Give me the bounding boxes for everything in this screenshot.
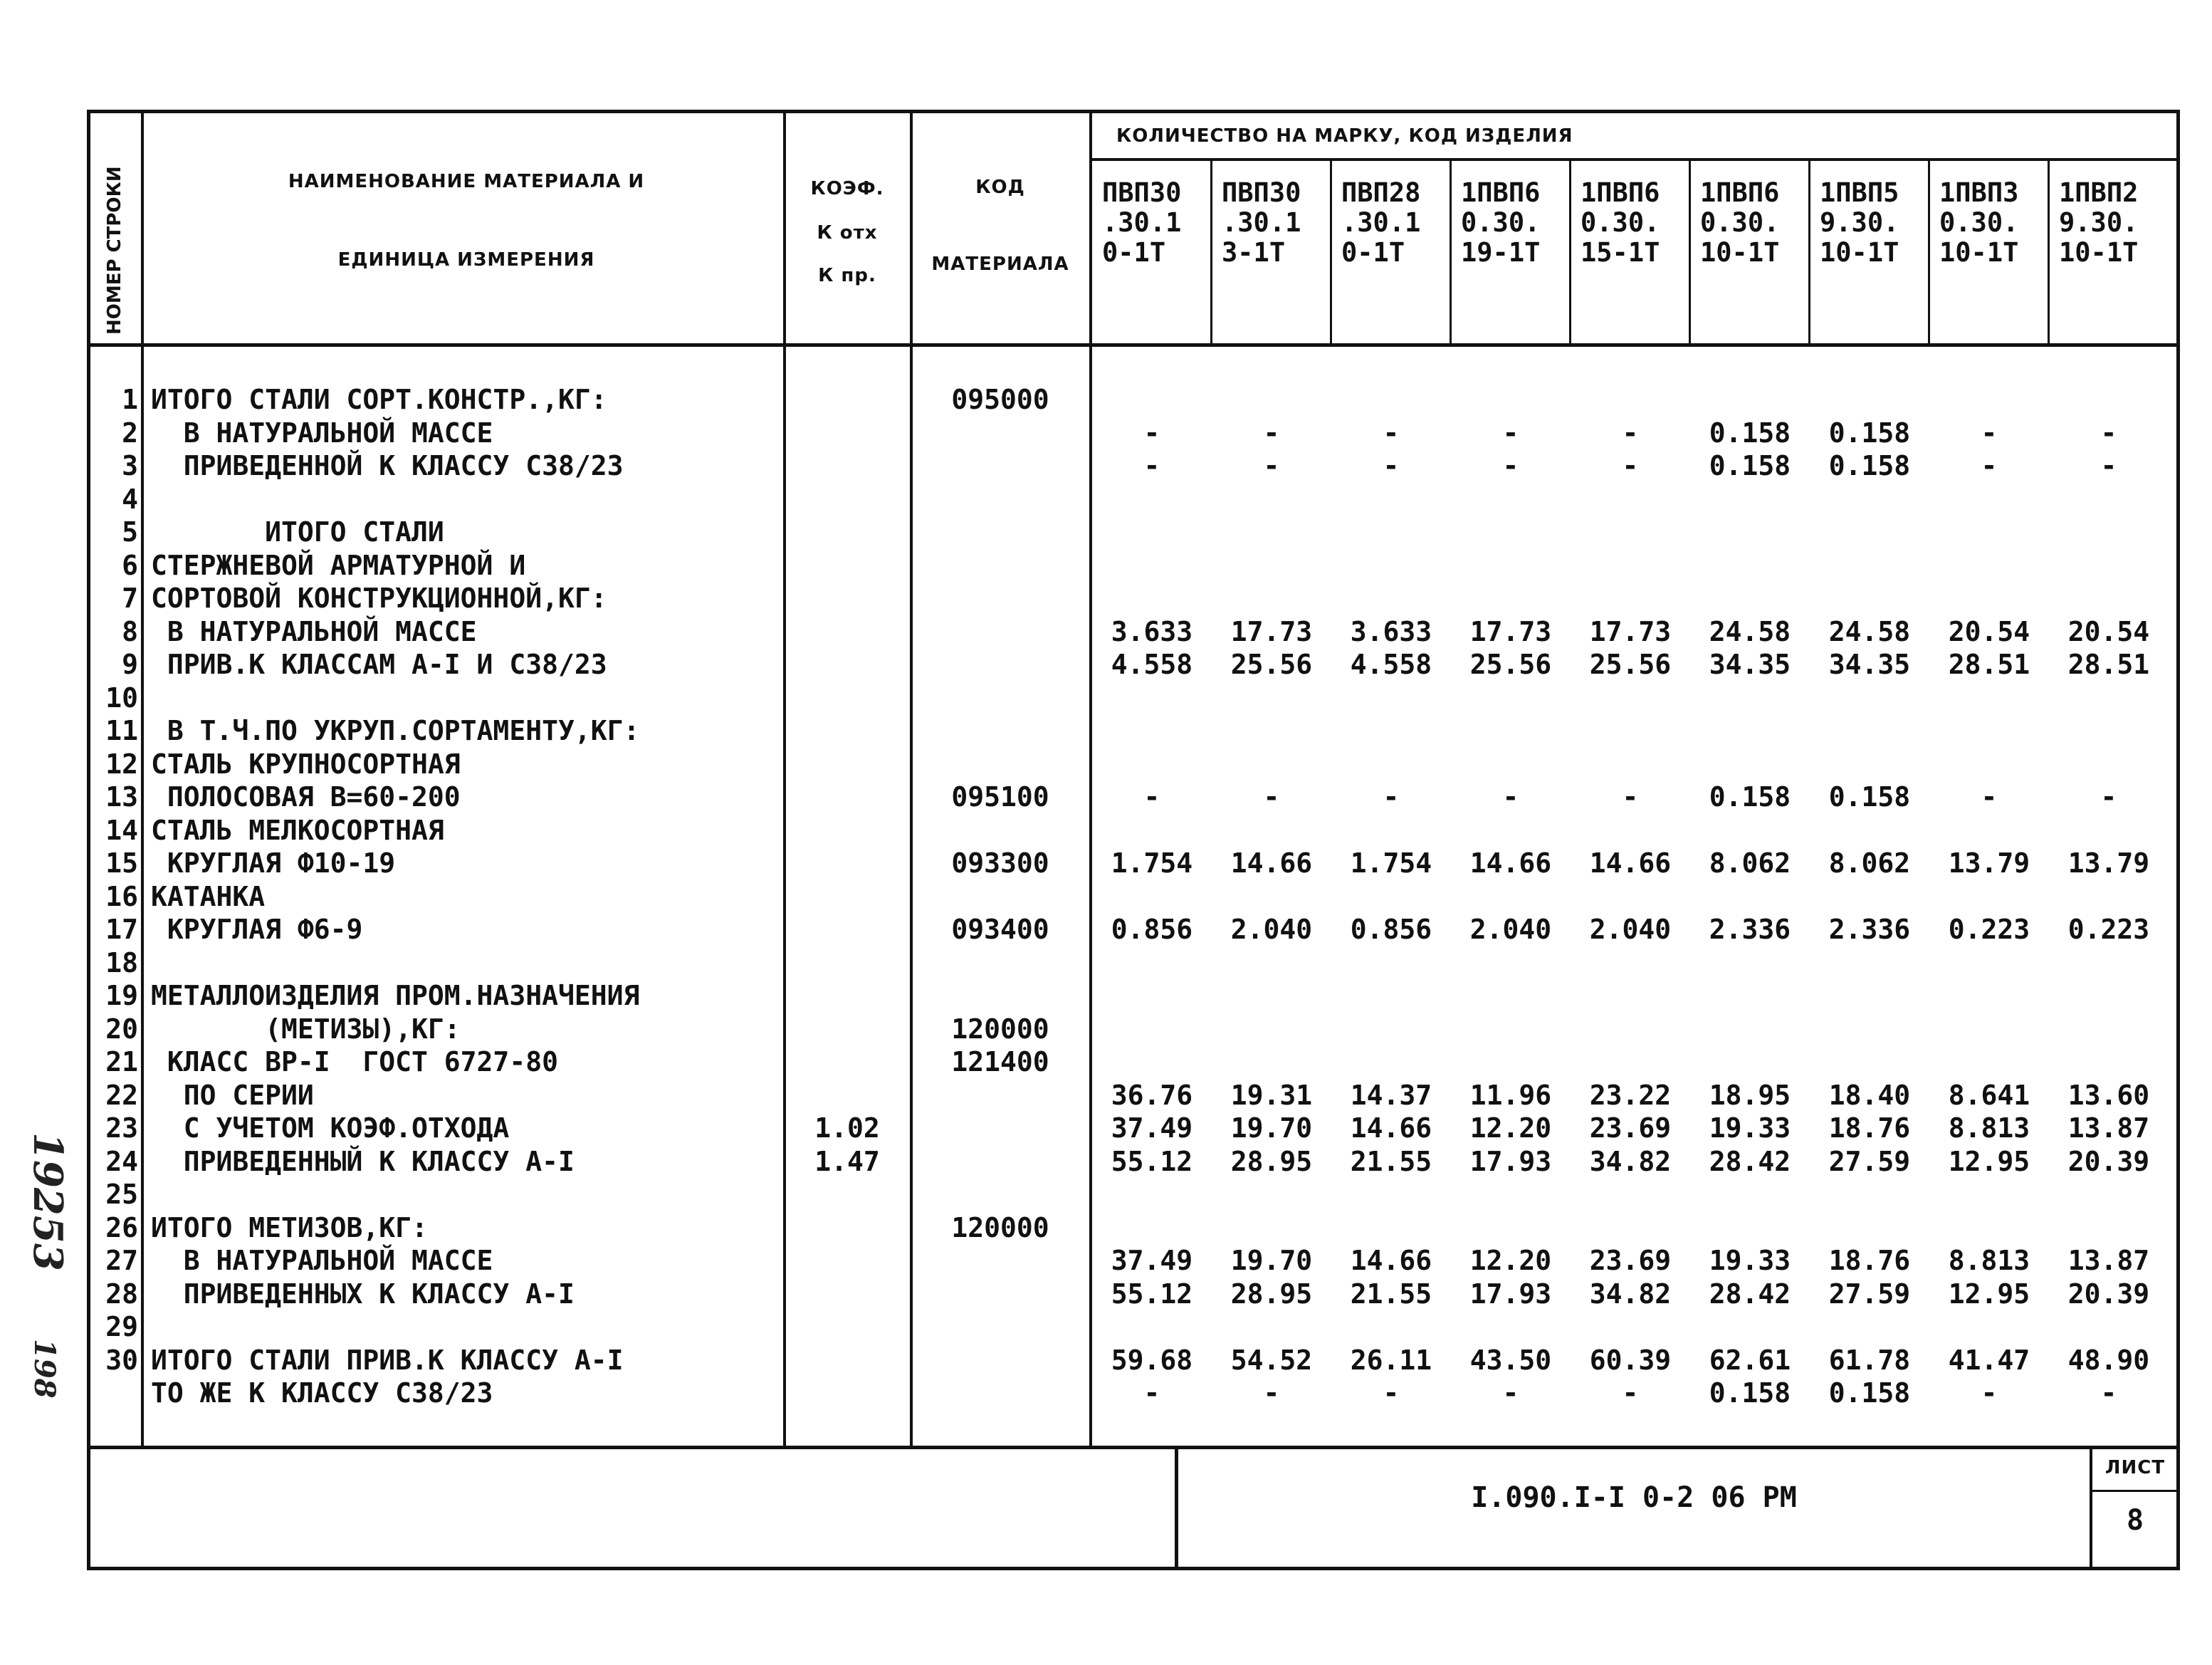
col-sep-rownum (141, 110, 144, 1449)
row-number: 3 (122, 450, 138, 481)
footer-divider (1175, 1446, 1178, 1568)
material-name: ПРИВЕДЕННЫХ К КЛАССУ А-I (151, 1278, 575, 1310)
quantity-value: - (1383, 450, 1400, 481)
quantity-value: - (1981, 1377, 1998, 1409)
product-code-line: 10-1Т (1820, 237, 1899, 268)
row-number: 23 (105, 1112, 138, 1144)
quantity-value: 17.73 (1589, 615, 1672, 647)
quantity-value: - (1263, 1377, 1280, 1409)
material-name: ИТОГО МЕТИЗОВ,КГ: (151, 1211, 428, 1243)
product-code-line: 1ПВП3 (1939, 177, 2019, 208)
row-number: 15 (105, 847, 138, 879)
quantity-value: - (1622, 781, 1639, 813)
row-number: 30 (105, 1344, 138, 1376)
quantity-value: - (1383, 781, 1400, 813)
product-code-line: 0-1Т (1102, 237, 1166, 268)
material-name: СТАЛЬ КРУПНОСОРТНАЯ (151, 748, 461, 780)
product-header-2 (1212, 178, 1331, 268)
row-number: 12 (105, 748, 138, 780)
material-code: 095100 (951, 781, 1049, 813)
quantity-value: 14.66 (1589, 847, 1672, 879)
quantity-value: 34.35 (1709, 649, 1791, 680)
quantity-value: - (2100, 781, 2117, 813)
product-code-line: ПВП30 (1222, 177, 1301, 208)
quantity-value: - (1981, 417, 1998, 449)
quantity-value: 20.39 (2067, 1278, 2150, 1310)
material-name: (МЕТИЗЫ),КГ: (151, 1013, 461, 1045)
quantity-header: КОЛИЧЕСТВО НА МАРКУ, КОД ИЗДЕЛИЯ (1116, 125, 1573, 147)
material-name: СОРТОВОЙ КОНСТРУКЦИОННОЙ,КГ: (151, 583, 607, 614)
quantity-value: 12.20 (1469, 1112, 1552, 1144)
page-number-note: 198 (28, 1339, 61, 1399)
quantity-value: 26.11 (1350, 1344, 1432, 1376)
product-code-line: 0.30. (1581, 207, 1660, 238)
quantity-value: 8.813 (1948, 1245, 2030, 1276)
quantity-value: 23.69 (1589, 1112, 1672, 1144)
row-number: 18 (105, 946, 138, 978)
row-number: 2 (122, 417, 138, 449)
quantity-value: - (1143, 450, 1160, 481)
quantity-value: 14.66 (1469, 847, 1552, 879)
material-name: СТАЛЬ МЕЛКОСОРТНАЯ (151, 814, 444, 846)
quantity-value: 8.062 (1709, 847, 1791, 879)
quantity-value: 0.223 (1948, 914, 2030, 945)
quantity-value: 13.87 (2067, 1245, 2150, 1276)
quantity-value: 19.70 (1230, 1112, 1313, 1144)
coefficient-value: 1.02 (814, 1112, 880, 1144)
row-number: 1 (122, 384, 138, 415)
quantity-value: 2.336 (1709, 914, 1791, 945)
coef-header-line1: КОЭФ. (810, 178, 884, 199)
quantity-value: 20.54 (2067, 615, 2150, 647)
material-code: 093400 (951, 914, 1049, 945)
frame-left-border (87, 110, 90, 1570)
quantity-value: 25.56 (1230, 649, 1313, 680)
quantity-value: 27.59 (1828, 1278, 1911, 1310)
quantity-value: 11.96 (1469, 1079, 1552, 1111)
quantity-value: 41.47 (1948, 1344, 2030, 1376)
product-code-line: 19-1Т (1461, 237, 1541, 268)
quantity-value: - (1143, 781, 1160, 813)
row-number: 11 (105, 715, 138, 746)
quantity-value: 0.223 (2067, 914, 2150, 945)
quantity-value: 0.158 (1709, 781, 1791, 813)
quantity-value: 18.76 (1828, 1245, 1911, 1276)
quantity-value: - (1383, 417, 1400, 449)
quantity-value: 8.813 (1948, 1112, 2030, 1144)
quantity-header-separator (1089, 158, 2180, 161)
quantity-value: 19.33 (1709, 1112, 1791, 1144)
header-separator (87, 343, 2180, 347)
quantity-value: - (1981, 781, 1998, 813)
quantity-value: 55.12 (1111, 1145, 1193, 1177)
product-code-line: 1ПВП6 (1461, 177, 1541, 208)
col-sep-coef (910, 110, 913, 1449)
material-name: В НАТУРАЛЬНОЙ МАССЕ (151, 1245, 493, 1276)
quantity-value: 8.062 (1828, 847, 1911, 879)
quantity-value: 43.50 (1469, 1344, 1552, 1376)
quantity-value: - (1263, 781, 1280, 813)
quantity-value: 4.558 (1111, 649, 1193, 680)
row-number: 20 (105, 1013, 138, 1045)
row-number: 10 (105, 682, 138, 714)
material-name: ПРИВЕДЕННОЙ К КЛАССУ С38/23 (151, 450, 624, 481)
quantity-value: 28.95 (1230, 1145, 1313, 1177)
product-code-line: 9.30. (2059, 207, 2139, 238)
product-header-1 (1092, 178, 1212, 268)
row-number-header: НОМЕР СТРОКИ (104, 166, 125, 335)
quantity-value: - (1263, 417, 1280, 449)
product-code-line: .30.1 (1341, 207, 1421, 238)
quantity-value: - (1502, 781, 1519, 813)
quantity-value: 14.66 (1230, 847, 1313, 879)
quantity-value: 12.95 (1948, 1145, 2030, 1177)
quantity-value: - (1143, 1377, 1160, 1409)
product-header-6 (1690, 178, 1810, 268)
material-name: ПРИВ.К КЛАССАМ А-I И С38/23 (151, 649, 607, 680)
material-name: ПОЛОСОВАЯ В=60-200 (151, 781, 461, 813)
quantity-value: 0.856 (1111, 914, 1193, 945)
quantity-value: 0.856 (1350, 914, 1432, 945)
quantity-value: 0.158 (1709, 417, 1791, 449)
product-code-line: 10-1Т (1939, 237, 2019, 268)
material-name: С УЧЕТОМ КОЭФ.ОТХОДА (151, 1112, 510, 1144)
code-header-line1: КОД (975, 177, 1025, 198)
quantity-value: 28.51 (2067, 649, 2150, 680)
quantity-value: 0.158 (1828, 450, 1911, 481)
quantity-value: 17.93 (1469, 1278, 1552, 1310)
quantity-value: 60.39 (1589, 1344, 1672, 1376)
frame-bottom-border (87, 1567, 2180, 1570)
quantity-value: 3.633 (1350, 615, 1432, 647)
quantity-value: 24.58 (1828, 615, 1911, 647)
quantity-value: - (2100, 417, 2117, 449)
product-code-line: 15-1Т (1581, 237, 1660, 268)
quantity-value: - (1502, 417, 1519, 449)
quantity-value: 2.040 (1230, 914, 1313, 945)
quantity-value: 13.60 (2067, 1079, 2150, 1111)
coefficient-value: 1.47 (814, 1145, 880, 1177)
row-number: 29 (105, 1311, 138, 1342)
quantity-value: - (1143, 417, 1160, 449)
product-code-line: ПВП28 (1341, 177, 1421, 208)
product-header-3 (1331, 178, 1451, 268)
row-number: 7 (122, 583, 138, 614)
row-number: 22 (105, 1079, 138, 1111)
row-number: 19 (105, 980, 138, 1011)
product-code-line: 0.30. (1939, 207, 2019, 238)
material-name: ПО СЕРИИ (151, 1079, 314, 1111)
material-name: ИТОГО СТАЛИ ПРИВ.К КЛАССУ А-I (151, 1344, 624, 1376)
quantity-value: - (1502, 1377, 1519, 1409)
quantity-value: - (1622, 1377, 1639, 1409)
quantity-value: - (1383, 1377, 1400, 1409)
quantity-value: 28.42 (1709, 1145, 1791, 1177)
quantity-value: 0.158 (1709, 1377, 1791, 1409)
material-header-line1: НАИМЕНОВАНИЕ МАТЕРИАЛА И (288, 171, 645, 192)
sheet-box-divider (2090, 1490, 2178, 1492)
document-code: I.090.I-I 0-2 06 РМ (1471, 1481, 1797, 1514)
row-number: 14 (105, 814, 138, 846)
sheet-label: ЛИСТ (2104, 1457, 2166, 1478)
row-number: 17 (105, 914, 138, 945)
quantity-value: 28.95 (1230, 1278, 1313, 1310)
coef-header-line3: К пр. (818, 265, 876, 286)
quantity-value: 13.87 (2067, 1112, 2150, 1144)
quantity-value: 27.59 (1828, 1145, 1911, 1177)
quantity-value: 34.82 (1589, 1145, 1672, 1177)
product-code-line: 1ПВП2 (2059, 177, 2139, 208)
coef-header-line2: К отх (817, 222, 878, 244)
quantity-value: 61.78 (1828, 1344, 1911, 1376)
row-number: 28 (105, 1278, 138, 1310)
quantity-value: 19.33 (1709, 1245, 1791, 1276)
row-number: 26 (105, 1211, 138, 1243)
quantity-value: 2.040 (1469, 914, 1552, 945)
quantity-value: 13.79 (2067, 847, 2150, 879)
quantity-value: 18.76 (1828, 1112, 1911, 1144)
sheet-number: 8 (2126, 1504, 2144, 1537)
material-name: КЛАСС ВР-I ГОСТ 6727-80 (151, 1046, 558, 1077)
frame-top-border (87, 110, 2180, 113)
quantity-value: 17.73 (1230, 615, 1313, 647)
quantity-value: 54.52 (1230, 1344, 1313, 1376)
quantity-value: 48.90 (2067, 1344, 2150, 1376)
quantity-value: 14.66 (1350, 1245, 1432, 1276)
row-number: 24 (105, 1145, 138, 1177)
quantity-value: 12.20 (1469, 1245, 1552, 1276)
quantity-value: 1.754 (1111, 847, 1193, 879)
quantity-value: - (1502, 450, 1519, 481)
product-header-5 (1571, 178, 1690, 268)
row-number: 9 (122, 649, 138, 680)
quantity-value: 28.42 (1709, 1278, 1791, 1310)
product-code-line: .30.1 (1102, 207, 1182, 238)
quantity-value: 21.55 (1350, 1278, 1432, 1310)
product-code-line: 0-1Т (1341, 237, 1405, 268)
quantity-value: 28.51 (1948, 649, 2030, 680)
quantity-value: 59.68 (1111, 1344, 1193, 1376)
quantity-value: 25.56 (1589, 649, 1672, 680)
product-code-line: 10-1Т (1700, 237, 1780, 268)
quantity-value: - (2100, 1377, 2117, 1409)
quantity-value: 13.79 (1948, 847, 2030, 879)
quantity-value: 8.641 (1948, 1079, 2030, 1111)
quantity-value: 25.56 (1469, 649, 1552, 680)
product-header-4 (1451, 178, 1571, 268)
row-number: 5 (122, 516, 138, 548)
material-name: ИТОГО СТАЛИ СОРТ.КОНСТР.,КГ: (151, 384, 607, 415)
product-code-line: 9.30. (1820, 207, 1899, 238)
material-header-line2: ЕДИНИЦА ИЗМЕРЕНИЯ (337, 249, 595, 271)
product-header-7 (1810, 178, 1929, 268)
row-number: 16 (105, 880, 138, 912)
quantity-value: 20.54 (1948, 615, 2030, 647)
material-name: СТЕРЖНЕВОЙ АРМАТУРНОЙ И (151, 549, 526, 581)
quantity-value: 19.31 (1230, 1079, 1313, 1111)
quantity-value: 37.49 (1111, 1112, 1193, 1144)
material-name: МЕТАЛЛОИЗДЕЛИЯ ПРОМ.НАЗНАЧЕНИЯ (151, 980, 640, 1011)
quantity-value: 4.558 (1350, 649, 1432, 680)
quantity-value: 23.69 (1589, 1245, 1672, 1276)
quantity-value: 0.158 (1709, 450, 1791, 481)
material-code: 093300 (951, 847, 1049, 879)
row-number: 4 (122, 483, 138, 515)
row-number: 6 (122, 549, 138, 581)
material-name: ИТОГО СТАЛИ (151, 516, 444, 548)
quantity-value: 36.76 (1111, 1079, 1193, 1111)
quantity-value: 14.37 (1350, 1079, 1432, 1111)
material-code: 095000 (951, 384, 1049, 415)
row-number: 25 (105, 1179, 138, 1210)
material-name: КАТАНКА (151, 880, 266, 912)
quantity-value: 17.93 (1469, 1145, 1552, 1177)
quantity-value: 37.49 (1111, 1245, 1193, 1276)
quantity-value: 0.158 (1828, 781, 1911, 813)
product-code-line: 3-1Т (1222, 237, 1286, 268)
col-sep-material (783, 110, 786, 1449)
product-code-line: 0.30. (1700, 207, 1780, 238)
row-number: 8 (122, 615, 138, 647)
footer-top-line (87, 1446, 2180, 1449)
quantity-value: 0.158 (1828, 1377, 1911, 1409)
product-code-line: 0.30. (1461, 207, 1541, 238)
quantity-value: 18.95 (1709, 1079, 1791, 1111)
quantity-value: 17.73 (1469, 615, 1552, 647)
product-code-line: 1ПВП6 (1700, 177, 1780, 208)
quantity-value: 21.55 (1350, 1145, 1432, 1177)
quantity-value: - (1622, 450, 1639, 481)
sheet-box-left (2090, 1446, 2092, 1568)
quantity-value: 1.754 (1350, 847, 1432, 879)
row-number: 21 (105, 1046, 138, 1077)
material-name: В Т.Ч.ПО УКРУП.СОРТАМЕНТУ,КГ: (151, 715, 640, 746)
product-code-line: 1ПВП5 (1820, 177, 1899, 208)
code-header-line2: МАТЕРИАЛА (931, 254, 1069, 275)
inventory-number-note: 19253 (24, 1132, 71, 1271)
material-code: 121400 (951, 1046, 1049, 1077)
product-code-line: ПВП30 (1102, 177, 1182, 208)
quantity-value: - (1622, 417, 1639, 449)
material-name: КРУГЛАЯ Ф6-9 (151, 914, 363, 945)
material-code: 120000 (951, 1013, 1049, 1045)
material-name: ТО ЖЕ К КЛАССУ С38/23 (151, 1377, 493, 1409)
quantity-value: - (1981, 450, 1998, 481)
product-code-line: 10-1Т (2059, 237, 2139, 268)
product-header-8 (1929, 178, 2049, 268)
row-number: 13 (105, 781, 138, 813)
quantity-value: 3.633 (1111, 615, 1193, 647)
quantity-value: 0.158 (1828, 417, 1911, 449)
quantity-value: - (2100, 450, 2117, 481)
quantity-value: 20.39 (2067, 1145, 2150, 1177)
material-code: 120000 (951, 1211, 1049, 1243)
row-number: 27 (105, 1245, 138, 1276)
quantity-value: 34.35 (1828, 649, 1911, 680)
quantity-value: 2.336 (1828, 914, 1911, 945)
quantity-value: 14.66 (1350, 1112, 1432, 1144)
quantity-value: 34.82 (1589, 1278, 1672, 1310)
frame-right-border (2176, 110, 2180, 1570)
product-header-9 (2049, 178, 2169, 268)
quantity-value: - (1263, 450, 1280, 481)
quantity-value: 24.58 (1709, 615, 1791, 647)
product-code-line: .30.1 (1222, 207, 1301, 238)
quantity-value: 2.040 (1589, 914, 1672, 945)
quantity-value: 12.95 (1948, 1278, 2030, 1310)
quantity-value: 23.22 (1589, 1079, 1672, 1111)
quantity-value: 19.70 (1230, 1245, 1313, 1276)
material-name: ПРИВЕДЕННЫЙ К КЛАССУ А-I (151, 1145, 575, 1177)
material-name: В НАТУРАЛЬНОЙ МАССЕ (151, 417, 493, 449)
quantity-value: 55.12 (1111, 1278, 1193, 1310)
product-code-line: 1ПВП6 (1581, 177, 1660, 208)
material-name: КРУГЛАЯ Ф10-19 (151, 847, 396, 879)
quantity-value: 18.40 (1828, 1079, 1911, 1111)
material-name: В НАТУРАЛЬНОЙ МАССЕ (151, 615, 477, 647)
quantity-value: 62.61 (1709, 1344, 1791, 1376)
